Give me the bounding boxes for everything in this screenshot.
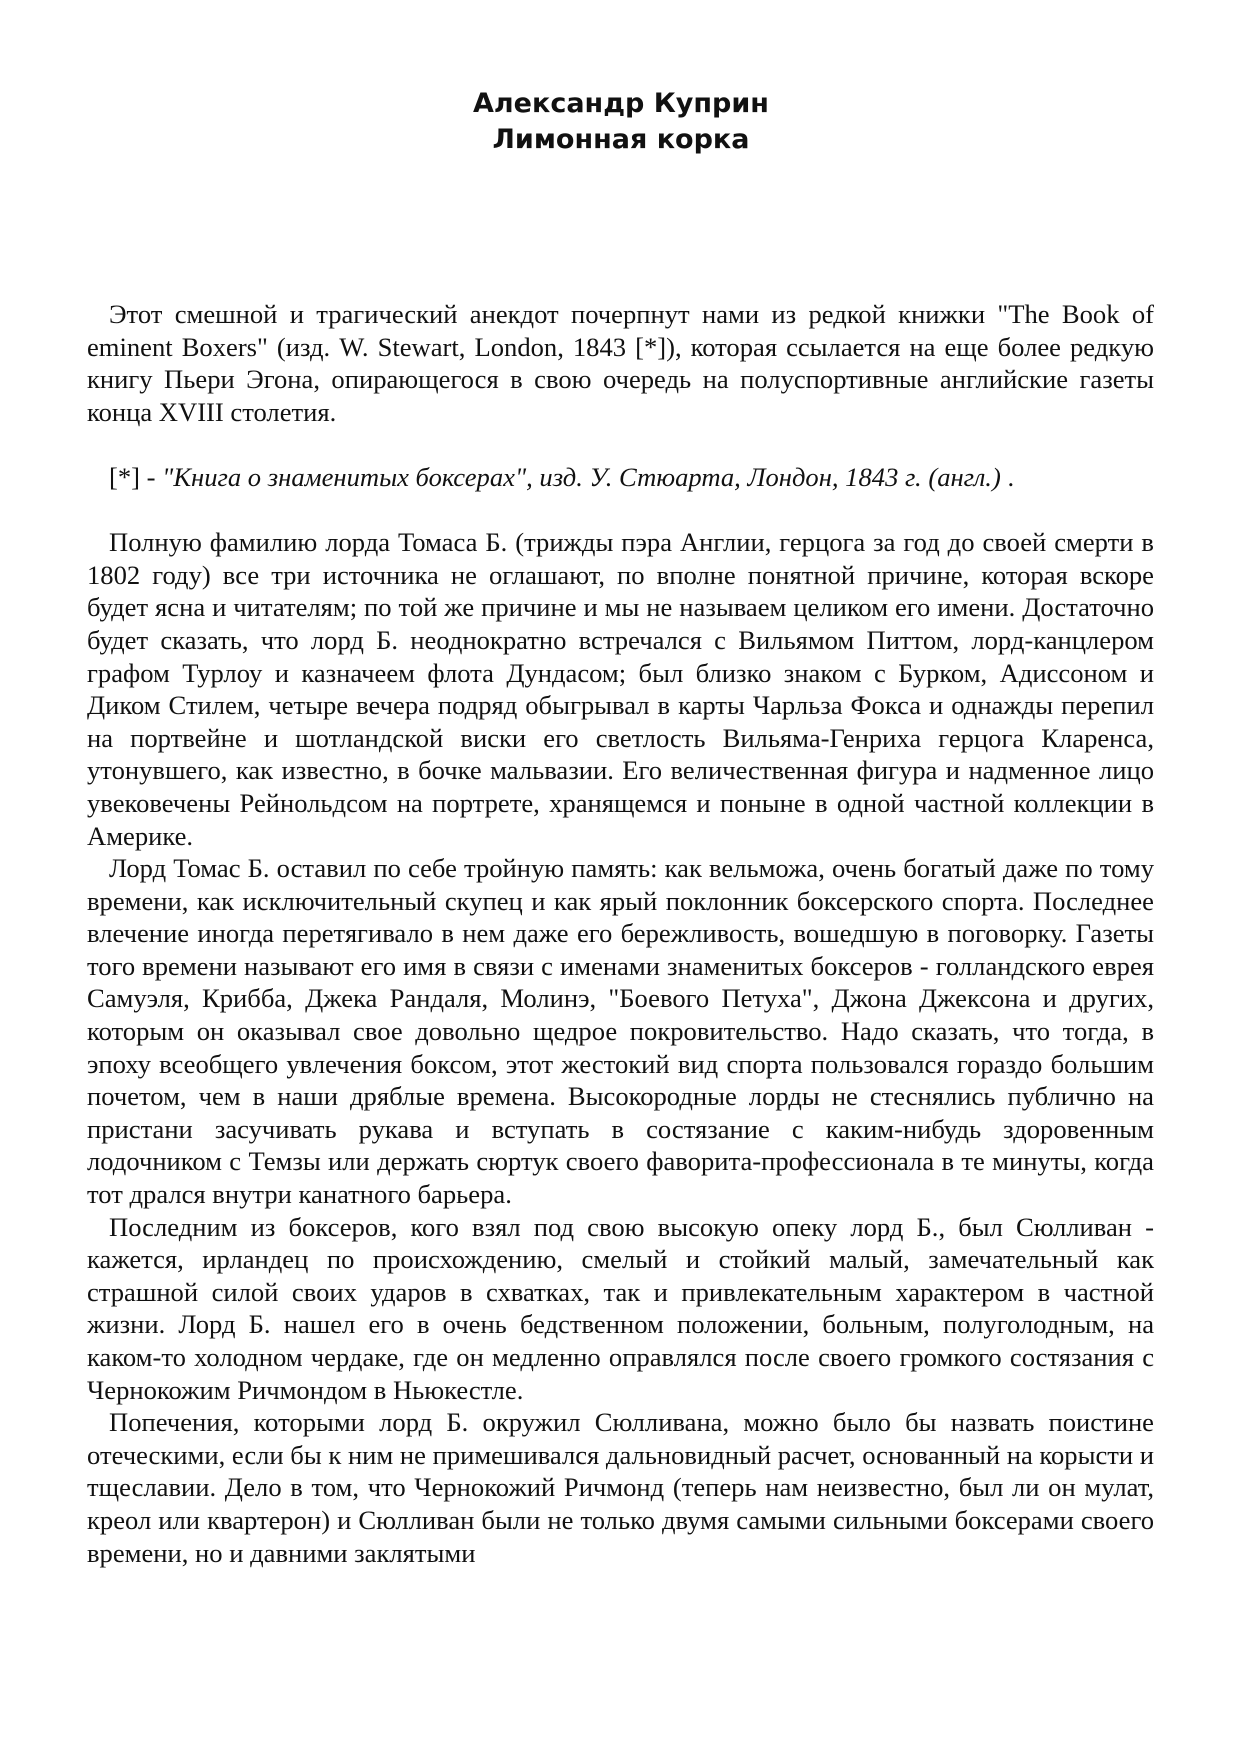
paragraph-sullivan: Последним из боксеров, кого взял под свою высокую опеку лорд Б., был Сюлливан - кажется, ирландец по происхождению, смелый и стойкий малый, замечательный как страшной силой своих ударов в схватках, так и привлекательным характером в частной жизни. Лорд Б. нашел его в очень бедственном положении, больным, полуголодным, на каком-то холодном чердаке, где он медленно оправлялся после своего громкого состязания с Чернокожим Ричмондом в Ньюкестле. [87,1211,1154,1405]
paragraph-lord-name: Полную фамилию лорда Томаса Б. (трижды пэра Англии, герцога за год до своей смерти в 1802 году) все три источника не оглашают, по вполне понятной причине, которая вскоре будет ясна и читателям; по той же причине и мы не называем целиком его имени. Достаточно будет сказать, что лорд Б. неоднократно встречался с Вильямом Питтом, лорд-канцлером графом Турлоу и казначеем флота Дундасом; был близко знаком с Бурком, Адиссоном и Диком Стилем, четыре вечера подряд обыгрывал в карты Чарльза Фокса и однажды перепил на портвейне и шотландской виски его светлость Вильяма-Генриха герцога Кларенса, утонувшего, как известно, в бочке мальвазии. Его величественная фигура и надменное лицо увековечены Рейнольдсом на портрете, хранящемся и поныне в одной частной коллекции в Америке. [87,527,1154,851]
footnote-text: "Книга о знаменитых боксерах", изд. У. Стюарта, Лондон, 1843 г. (англ.) [162,461,1001,492]
paragraph-care: Попечения, которыми лорд Б. окружил Сюлливана, можно было бы назвать поистине отеческими, если бы к ним не примешивался дальновидный расчет, основанный на корысти и тщеславии. Дело в том, что Чернокожий Ричмонд (теперь нам неизвестно, был ли он мулат, креол или квартерон) и Сюлливан были не только двумя самыми сильными боксерами своего времени, но и давними заклятыми [87,1407,1154,1568]
document-body [87,298,1154,1569]
paragraph-triple-memory: Лорд Томас Б. оставил по себе тройную память: как вельможа, очень богатый даже по тому времени, как исключительный скупец и как ярый поклонник боксерского спорта. Последнее влечение иногда перетягивало в нем даже его бережливость, вошедшую в поговорку. Газеты того времени называют его имя в связи с именами знаменитых боксеров - голландского еврея Самуэля, Крибба, Джека Рандаля, Молинэ, "Боевого Петуха", Джона Джексона и других, которым он оказывал свое довольно щедрое покровительство. Надо сказать, что тогда, в эпоху всеобщего увлечения боксом, этот жестокий вид спорта пользовался гораздо большим почетом, чем в наши дряблые времена. Высокородные лорды не стеснялись публично на пристани засучивать рукава и вступать в состязание с каким-нибудь здоровенным лодочником с Темзы или держать сюртук своего фаворита-профессионала в те минуты, когда тот дрался внутри канатного барьера. [87,853,1154,1210]
document-header [0,86,1242,158]
footnote-marker: [*] - [109,461,156,492]
author-name: Александр Куприн [473,88,769,119]
footnote-tail: . [1007,461,1015,492]
paragraph-intro: Этот смешной и трагический анекдот почерпнут нами из редкой книжки "The Book of eminent Boxers" (изд. W. Stewart, London, 1843 [*]), которая ссылается на еще более редкую книгу Пьери Эгона, опирающегося в свою очередь на полуспортивные английские газеты конца XVIII столетия. [87,299,1154,427]
footnote [87,461,1154,494]
work-title: Лимонная корка [492,124,750,155]
